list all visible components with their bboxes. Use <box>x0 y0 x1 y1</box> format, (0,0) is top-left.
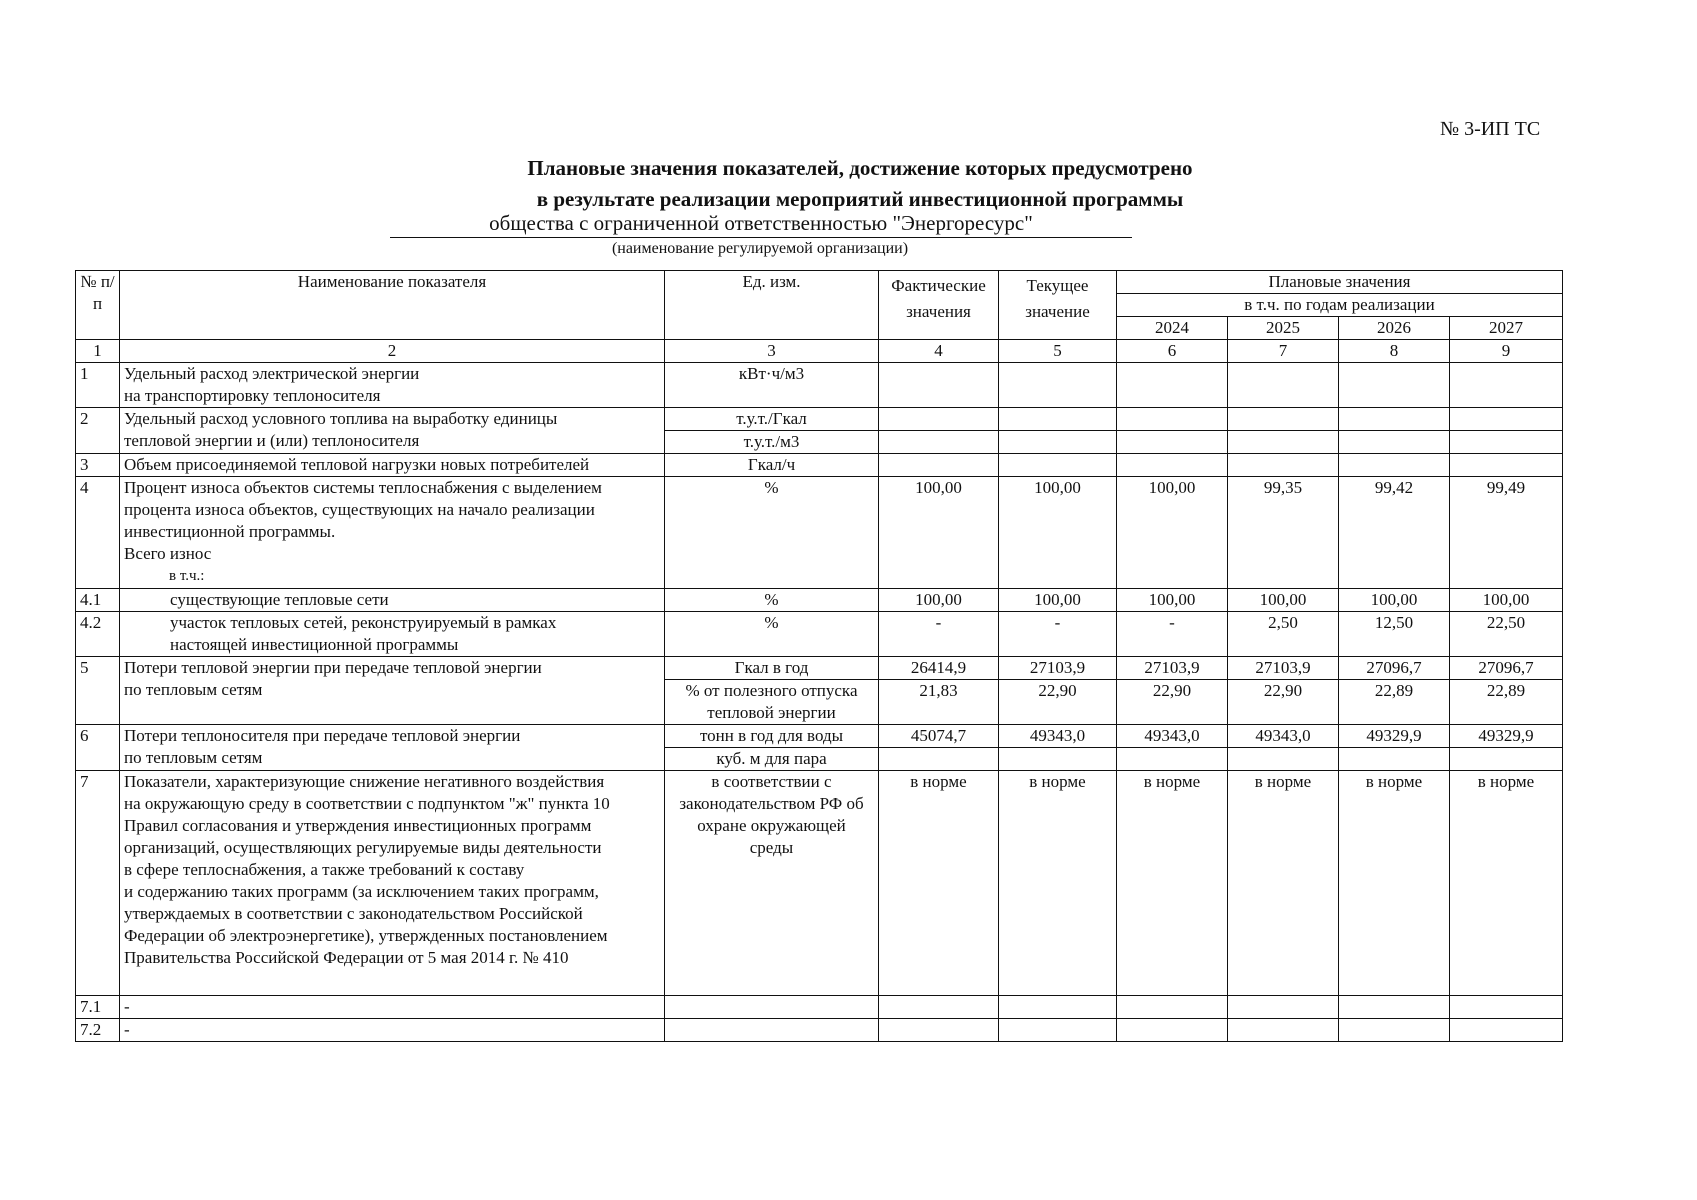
value-cell: 12,50 <box>1339 612 1450 657</box>
header-year: 2026 <box>1339 317 1450 340</box>
value-cell: 22,90 <box>999 680 1117 725</box>
value-cell: в норме <box>1117 771 1228 996</box>
row-name-line: по тепловым сетям <box>124 748 263 767</box>
table-row <box>76 771 1563 996</box>
value-cell: 27103,9 <box>1117 657 1228 680</box>
value-cell: 27103,9 <box>1228 657 1339 680</box>
value-cell: в норме <box>879 771 999 996</box>
row-unit: % <box>665 589 879 612</box>
value-cell: 100,00 <box>1117 589 1228 612</box>
header-by-years: в т.ч. по годам реализации <box>1117 294 1563 317</box>
row-unit-line: тепловой энергии <box>707 703 836 722</box>
value-cell: 49343,0 <box>999 725 1117 748</box>
row-name-line: Удельный расход электрической энергии <box>124 364 420 383</box>
value-cell: 45074,7 <box>879 725 999 748</box>
value-cell: - <box>999 612 1117 657</box>
table-row <box>76 725 1563 748</box>
value-cell: 100,00 <box>1450 589 1563 612</box>
row-name-line: и содержанию таких программ (за исключением таких программ, <box>124 882 599 901</box>
header-name: Наименование показателя <box>120 271 665 340</box>
row-unit <box>665 771 879 996</box>
row-num: 7 <box>76 771 120 996</box>
row-name-line: Процент износа объектов системы теплоснабжения с выделением <box>124 478 602 497</box>
col-number: 3 <box>665 340 879 363</box>
header-year: 2024 <box>1117 317 1228 340</box>
header-plan: Плановые значения <box>1117 271 1563 294</box>
value-cell: в норме <box>1228 771 1339 996</box>
table-row <box>76 454 1563 477</box>
row-name: существующие тепловые сети <box>120 589 665 612</box>
row-name-line: Всего износ <box>124 544 212 563</box>
row-unit: тонн в год для воды <box>665 725 879 748</box>
row-name-line: Удельный расход условного топлива на выработку единицы <box>124 409 558 428</box>
row-num: 4.1 <box>76 589 120 612</box>
row-unit <box>665 680 879 725</box>
row-unit-line: законодательством РФ об <box>679 794 864 813</box>
row-name-line: в сфере теплоснабжения, а также требований к составу <box>124 860 525 879</box>
value-cell: в норме <box>1450 771 1563 996</box>
row-name-line: утверждаемых в соответствии с законодательством Российской <box>124 904 583 923</box>
value-cell: 26414,9 <box>879 657 999 680</box>
header-fact: Фактические значения <box>879 271 999 340</box>
organization-name: общества с ограниченной ответственностью "Энергоресурс" <box>390 210 1132 238</box>
value-cell: 2,50 <box>1228 612 1339 657</box>
row-unit: кВт·ч/м3 <box>665 363 879 408</box>
col-number: 2 <box>120 340 665 363</box>
row-num: 3 <box>76 454 120 477</box>
value-cell: 100,00 <box>999 589 1117 612</box>
row-name <box>120 363 665 408</box>
value-cell: 99,35 <box>1228 477 1339 589</box>
value-cell: в норме <box>1339 771 1450 996</box>
title-line-1: Плановые значения показателей, достижение которых предусмотрено <box>527 156 1193 180</box>
row-unit: т.у.т./м3 <box>665 431 879 454</box>
table-row <box>76 996 1563 1019</box>
value-cell: 100,00 <box>879 477 999 589</box>
header-unit: Ед. изм. <box>665 271 879 340</box>
value-cell: 100,00 <box>879 589 999 612</box>
row-unit-line: в соответствии с <box>711 772 832 791</box>
row-num: 4 <box>76 477 120 589</box>
table-row <box>76 589 1563 612</box>
value-cell: 49343,0 <box>1117 725 1228 748</box>
table-row <box>76 657 1563 680</box>
row-name-line: Потери тепловой энергии при передаче тепловой энергии <box>124 658 542 677</box>
header-num: № п/п <box>76 271 120 340</box>
col-number: 6 <box>1117 340 1228 363</box>
value-cell: 22,90 <box>1117 680 1228 725</box>
value-cell: 22,89 <box>1450 680 1563 725</box>
row-name-line: Правительства Российской Федерации от 5 мая 2014 г. № 410 <box>124 948 569 967</box>
row-name <box>120 657 665 725</box>
table-row <box>76 477 1563 589</box>
document-number: № 3-ИП ТС <box>1440 118 1541 140</box>
row-name-line: процента износа объектов, существующих на начало реализации <box>124 500 595 519</box>
row-num: 2 <box>76 408 120 454</box>
value-cell: 22,90 <box>1228 680 1339 725</box>
row-num: 4.2 <box>76 612 120 657</box>
row-name: Объем присоединяемой тепловой нагрузки новых потребителей <box>120 454 665 477</box>
organization-caption: (наименование регулируемой организации) <box>611 240 909 257</box>
value-cell: 99,42 <box>1339 477 1450 589</box>
col-number: 9 <box>1450 340 1563 363</box>
value-cell: 27096,7 <box>1339 657 1450 680</box>
value-cell: в норме <box>999 771 1117 996</box>
row-name-line: в т.ч.: <box>169 568 205 584</box>
row-num: 1 <box>76 363 120 408</box>
row-num: 7.2 <box>76 1019 120 1042</box>
row-unit: % <box>665 612 879 657</box>
row-name-line: на транспортировку теплоносителя <box>124 386 381 405</box>
value-cell: - <box>1117 612 1228 657</box>
row-name: - <box>120 996 665 1019</box>
row-name-line: Показатели, характеризующие снижение негативного воздействия <box>124 772 605 791</box>
row-unit: куб. м для пара <box>665 748 879 771</box>
row-name-line: по тепловым сетям <box>124 680 263 699</box>
row-unit: т.у.т./Гкал <box>665 408 879 431</box>
row-unit-line: среды <box>749 838 794 857</box>
col-number: 4 <box>879 340 999 363</box>
table-row <box>76 408 1563 431</box>
row-name-line: Правил согласования и утверждения инвестиционных программ <box>124 816 592 835</box>
row-num: 5 <box>76 657 120 725</box>
row-unit: % <box>665 477 879 589</box>
row-name <box>120 725 665 771</box>
value-cell: 21,83 <box>879 680 999 725</box>
row-name-line: участок тепловых сетей, реконструируемый в рамках <box>170 613 557 632</box>
value-cell: 27103,9 <box>999 657 1117 680</box>
row-unit-line: охране окружающей <box>697 816 846 835</box>
col-number: 7 <box>1228 340 1339 363</box>
row-unit-line: % от полезного отпуска <box>685 681 858 700</box>
value-cell: 100,00 <box>1339 589 1450 612</box>
indicators-table <box>75 270 1563 1042</box>
col-number: 5 <box>999 340 1117 363</box>
value-cell: 49329,9 <box>1450 725 1563 748</box>
row-name <box>120 477 665 589</box>
col-number: 1 <box>76 340 120 363</box>
title-line-2: в результате реализации мероприятий инвестиционной программы <box>536 187 1184 211</box>
row-name <box>120 408 665 454</box>
row-name-line: тепловой энергии и (или) теплоносителя <box>124 431 420 450</box>
col-number: 8 <box>1339 340 1450 363</box>
row-num: 7.1 <box>76 996 120 1019</box>
value-cell: 100,00 <box>1228 589 1339 612</box>
value-cell: 27096,7 <box>1450 657 1563 680</box>
value-cell: 22,50 <box>1450 612 1563 657</box>
row-name-line: на окружающую среду в соответствии с подпунктом "ж" пункта 10 <box>124 794 610 813</box>
row-name <box>120 612 665 657</box>
value-cell: 22,89 <box>1339 680 1450 725</box>
document-title <box>380 153 1340 215</box>
row-name-line: инвестиционной программы. <box>124 522 336 541</box>
row-name <box>120 771 665 996</box>
row-name-line: организаций, осуществляющих регулируемые виды деятельности <box>124 838 602 857</box>
row-num: 6 <box>76 725 120 771</box>
value-cell: 100,00 <box>1117 477 1228 589</box>
row-unit: Гкал/ч <box>665 454 879 477</box>
header-current: Текущее значение <box>999 271 1117 340</box>
table-row <box>76 612 1563 657</box>
row-unit: Гкал в год <box>665 657 879 680</box>
value-cell: 49343,0 <box>1228 725 1339 748</box>
row-name: - <box>120 1019 665 1042</box>
header-year: 2027 <box>1450 317 1563 340</box>
value-cell: 99,49 <box>1450 477 1563 589</box>
value-cell: - <box>879 612 999 657</box>
row-name-line: Потери теплоносителя при передаче тепловой энергии <box>124 726 521 745</box>
value-cell: 49329,9 <box>1339 725 1450 748</box>
table-row <box>76 1019 1563 1042</box>
table-row <box>76 363 1563 408</box>
header-year: 2025 <box>1228 317 1339 340</box>
row-name-line: настоящей инвестиционной программы <box>170 635 459 654</box>
row-name-line: Федерации об электроэнергетике), утвержденных постановлением <box>124 926 608 945</box>
value-cell: 100,00 <box>999 477 1117 589</box>
